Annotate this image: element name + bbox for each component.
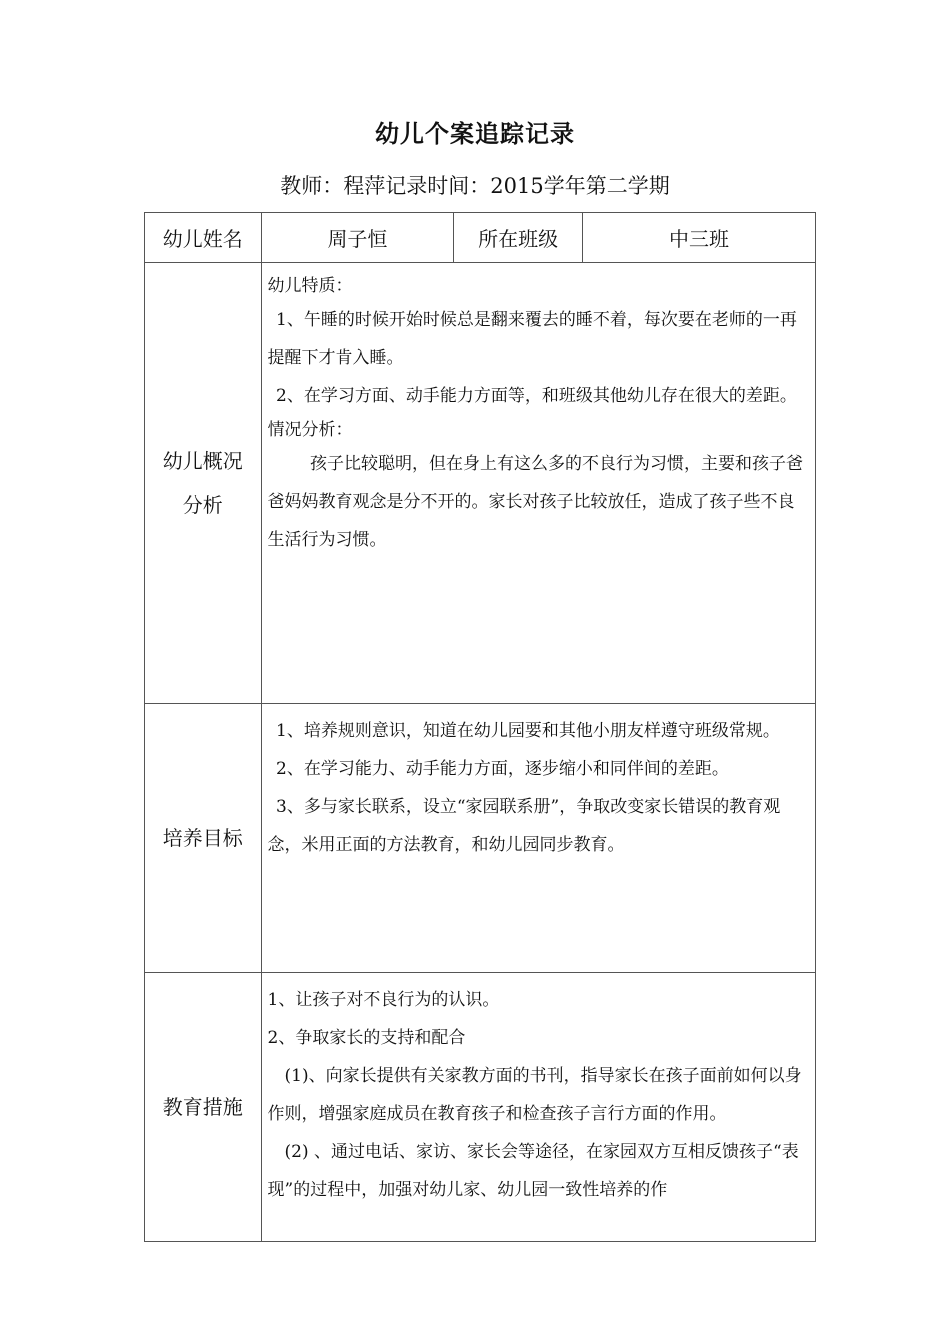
analysis-text: 孩子比较聪明，但在身上有这么多的不良行为习惯，主要和孩子爸爸妈妈教育观念是分不开的。家长对孩子比较放任，造成了孩子些不良生活行为习惯。 <box>267 454 804 550</box>
measure-item: (1)、向家长提供有关家教方面的书刊，指导家长在孩子面前如何以身作则，增强家庭成员在教育孩子和检查孩子言行方面的作用。 <box>267 1066 802 1124</box>
measures-label: 教育措施 <box>145 973 262 1242</box>
measure-item: (2) 、通过电话、家访、家长会等途径，在家园双方互相反馈孩子“表现”的过程中，加强对幼儿家、幼儿园一致性培养的作 <box>267 1142 799 1200</box>
overview-row <box>145 263 816 704</box>
analysis-heading: 情况分析： <box>267 420 353 440</box>
measure-item: 2、争取家长的支持和配合 <box>267 1028 466 1048</box>
child-name-label: 幼儿姓名 <box>145 213 262 263</box>
goal-item: 2、在学习能力、动手能力方面，逐步缩小和同伴间的差距。 <box>276 759 729 779</box>
overview-label-line1: 幼儿概况 <box>162 449 243 473</box>
overview-label-line2: 分析 <box>182 493 223 517</box>
record-table <box>144 212 816 1242</box>
goals-content <box>261 704 815 973</box>
page-title: 幼儿个案追踪记录 <box>375 119 575 148</box>
measure-item: 1、让孩子对不良行为的认识。 <box>267 990 500 1010</box>
goal-item: 3、多与家长联系，设立“家园联系册”，争取改变家长错误的教育观念，米用正面的方法教育，和幼儿园同步教育。 <box>267 797 781 855</box>
child-name-value: 周子恒 <box>261 213 454 263</box>
measures-row <box>145 973 816 1242</box>
traits-heading: 幼儿特质： <box>267 276 353 296</box>
trait-item: 1、午睡的时候开始时候总是翻来覆去的睡不着，每次要在老师的一再提醒下才肯入睡。 <box>267 310 797 368</box>
overview-label <box>145 263 262 704</box>
class-value: 中三班 <box>582 213 815 263</box>
header-row <box>145 213 816 263</box>
goals-row <box>145 704 816 973</box>
goals-label: 培养目标 <box>145 704 262 973</box>
trait-item: 2、在学习方面、动手能力方面等，和班级其他幼儿存在很大的差距。 <box>276 386 797 406</box>
goal-item: 1、培养规则意识，知道在幼儿园要和其他小朋友样遵守班级常规。 <box>276 721 780 741</box>
teacher-and-date: 教师：程萍记录时间：2015学年第二学期 <box>280 174 670 198</box>
class-label: 所在班级 <box>454 213 583 263</box>
overview-content <box>261 263 815 704</box>
measures-content <box>261 973 815 1242</box>
